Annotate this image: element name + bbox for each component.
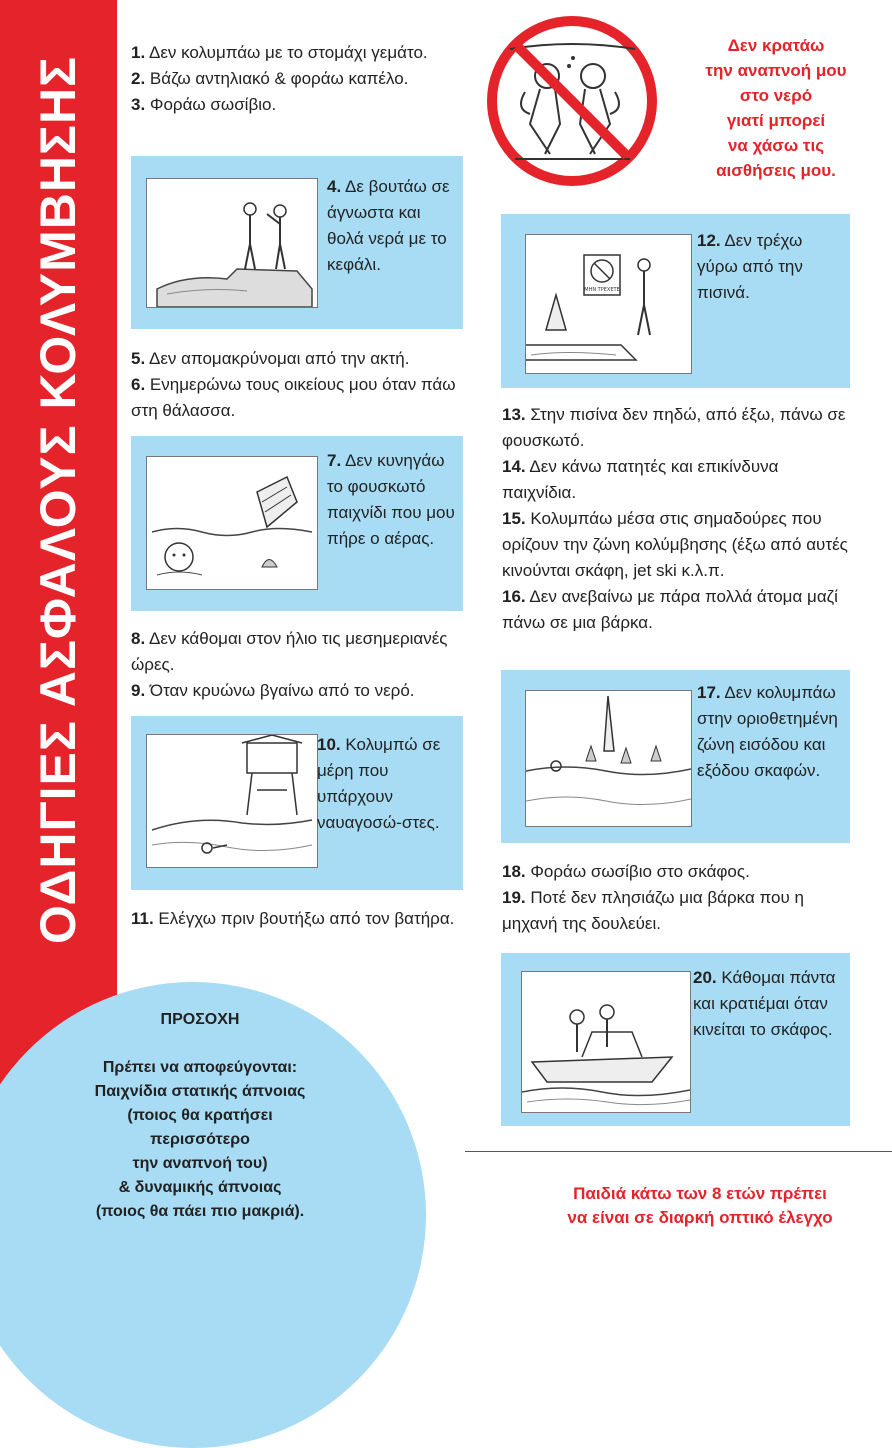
- rule-card-17: [501, 670, 850, 843]
- pool-no-running-icon: [525, 234, 692, 374]
- swimming-zone-buoys-icon: [525, 690, 692, 827]
- rule-12-text: 12. Δεν τρέχω γύρω από την πισινά.: [697, 231, 803, 302]
- rules-1-3: 1. Δεν κολυμπάω με το στομάχι γεμάτο. 2. Βάζω αντηλιακό & φοράω καπέλο. 3. Φοράω σωσίβιο.: [131, 43, 428, 114]
- attention-heading: ΠΡΟΣΟΧΗ: [160, 1011, 240, 1028]
- rule-10-text: 10. Κολυμπώ σε μέρη που υπάρχουν ναυαγοσώ-στες.: [317, 735, 441, 832]
- rule-card-20: [501, 953, 850, 1126]
- rule-7-text: 7. Δεν κυνηγάω το φουσκωτό παιχνίδι που μου πήρε ο αέρας.: [327, 451, 455, 548]
- lifeguard-tower-icon: [146, 734, 318, 868]
- divider-line: [465, 1151, 892, 1152]
- rules-5-6: 5. Δεν απομακρύνομαι από την ακτή. 6. Ενημερώνω τους οικείους μου όταν πάω στη θάλασσα.: [131, 349, 456, 420]
- rules-18-19: 18. Φοράω σωσίβιο στο σκάφος. 19. Ποτέ δεν πλησιάζω μια βάρκα που η μηχανή της δουλεύει.: [502, 862, 804, 933]
- rule-11: 11. Ελέγχω πριν βουτήξω από τον βατήρα.: [131, 909, 455, 928]
- no-breath-holding-icon: [485, 14, 659, 188]
- breath-holding-warning: Δεν κρατάω την αναπνοή μου στο νερό γιατί μπορεί να χάσω τις αισθήσεις μου.: [705, 36, 847, 180]
- attention-box: ΠΡΟΣΟΧΗ Πρέπει να αποφεύγονται: Παιχνίδια στατικής άπνοιας (ποιος θα κρατήσει περισσότερο την αναπνοή του) & δυναμικής άπνοιας (ποιος θα πάει πιο μακριά).: [30, 1008, 370, 1224]
- rule-card-10: [131, 716, 463, 890]
- rules-13-16: 13. Στην πισίνα δεν πηδώ, από έξω, πάνω σε φουσκωτό. 14. Δεν κάνω πατητές και επικίνδυνα παιχνίδια. 15. Κολυμπάω μέσα στις σημαδούρες που ορίζουν την ζώνη κολύμβησης (έξω από αυτές κινούνται σκάφη, jet ski κ.λ.π. 16. Δεν ανεβαίνω με πάρα πολλά άτομα μαζί πάνω σε μια βάρκα.: [502, 405, 848, 632]
- rules-8-9: 8. Δεν κάθομαι στον ήλιο τις μεσημεριανές ώρες. 9. Όταν κρυώνω βγαίνω από το νερό.: [131, 629, 448, 700]
- rule-4-text: 4. Δε βουτάω σε άγνωστα και θολά νερά με το κεφάλι.: [327, 177, 450, 274]
- page-title: ΟΔΗΓΙΕΣ ΑΣΦΑΛΟΥΣ ΚΟΛΥΜΒΗΣΗΣ: [30, 55, 86, 945]
- cliff-diving-icon: [146, 178, 318, 308]
- inflatable-toy-icon: [146, 456, 318, 590]
- rule-card-4: [131, 156, 463, 329]
- rule-20-text: 20. Κάθομαι πάντα και κρατιέμαι όταν κινείται το σκάφος.: [693, 968, 836, 1039]
- rule-card-7: [131, 436, 463, 611]
- rule-card-12: [501, 214, 850, 388]
- motorboat-icon: [521, 971, 691, 1113]
- rule-17-text: 17. Δεν κολυμπάω στην οριοθετημένη ζώνη εισόδου και εξόδου σκαφών.: [697, 683, 838, 780]
- svg-text:ΜΗΝ ΤΡΕΧΕΤΕ: ΜΗΝ ΤΡΕΧΕΤΕ: [584, 287, 620, 293]
- supervision-note: Παιδιά κάτω των 8 ετών πρέπει να είναι σε διαρκή οπτικό έλεγχο: [567, 1184, 833, 1227]
